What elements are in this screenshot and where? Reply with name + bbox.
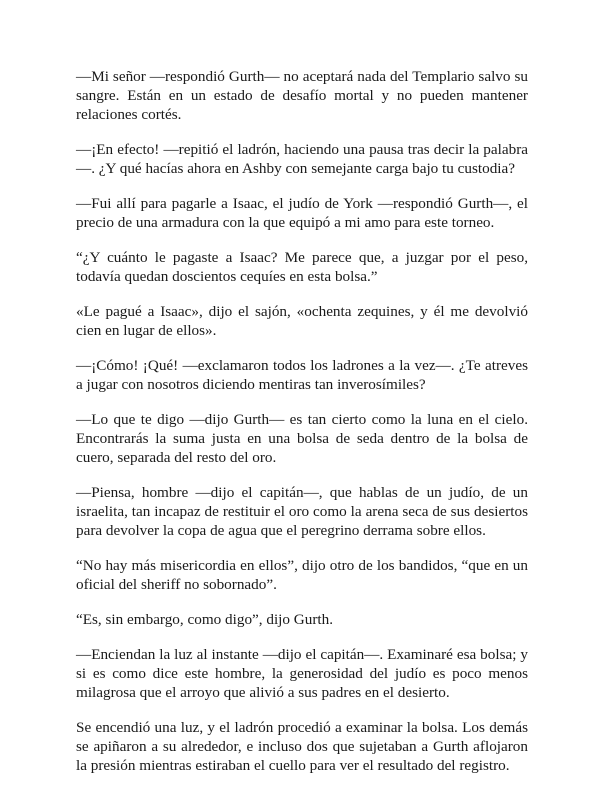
paragraph-7: —Lo que te digo —dijo Gurth— es tan cierto como la luna en el cielo. Encontrarás la suma justa en una bolsa de seda dentro de la bolsa de cuero, separada del resto del oro. (76, 411, 528, 466)
paragraph-4: “¿Y cuánto le pagaste a Isaac? Me parece que, a juzgar por el peso, todavía quedan doscientos cequíes en esta bolsa.” (76, 249, 528, 285)
paragraph-6: —¡Cómo! ¡Qué! —exclamaron todos los ladrones a la vez—. ¿Te atreves a jugar con nosotros diciendo mentiras tan inverosímiles? (76, 357, 528, 393)
document-page (76, 67, 528, 791)
paragraph-5: «Le pagué a Isaac», dijo el sajón, «ochenta zequines, y él me devolvió cien en lugar de ellos». (76, 303, 528, 339)
paragraph-3: —Fui allí para pagarle a Isaac, el judío de York —respondió Gurth—, el precio de una armadura con la que equipó a mi amo para este torneo. (76, 195, 528, 231)
paragraph-1: —Mi señor —respondió Gurth— no aceptará nada del Templario salvo su sangre. Están en un estado de desafío mortal y no pueden mantener relaciones cortés. (76, 68, 528, 123)
paragraph-8: —Piensa, hombre —dijo el capitán—, que hablas de un judío, de un israelita, tan incapaz de restituir el oro como la arena seca de sus desiertos para devolver la copa de agua que el peregrino derrama sobre ellos. (76, 484, 528, 539)
paragraph-2: —¡En efecto! —repitió el ladrón, haciendo una pausa tras decir la palabra —. ¿Y qué hacías ahora en Ashby con semejante carga bajo tu custodia? (76, 141, 528, 177)
paragraph-11: —Enciendan la luz al instante —dijo el capitán—. Examinaré esa bolsa; y si es como dice este hombre, la generosidad del judío es poco menos milagrosa que el arroyo que alivió a sus padres en el desierto. (76, 646, 528, 701)
paragraph-10: “Es, sin embargo, como digo”, dijo Gurth. (76, 611, 334, 628)
paragraph-12: Se encendió una luz, y el ladrón procedió a examinar la bolsa. Los demás se apiñaron a su alrededor, e incluso dos que sujetaban a Gurth aflojaron la presión mientras estiraban el cuello para ver el resultado del registro. (76, 719, 528, 774)
paragraph-9: “No hay más misericordia en ellos”, dijo otro de los bandidos, “que en un oficial del sheriff no sobornado”. (76, 557, 528, 593)
